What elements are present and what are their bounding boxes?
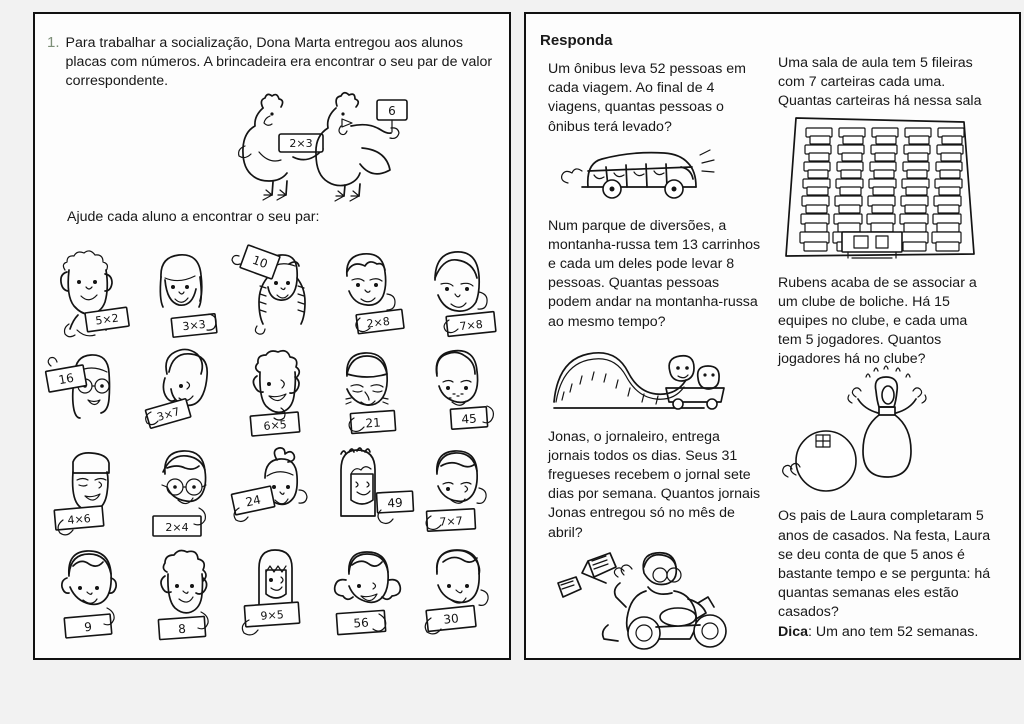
student-card-label: 2×8 (365, 314, 391, 331)
students-row (45, 242, 505, 342)
student-card-label: 10 (250, 252, 270, 272)
student-card-label: 49 (387, 495, 404, 511)
exercise-1-header (47, 34, 497, 92)
student-card-label: 2×4 (165, 521, 189, 534)
students-row (45, 442, 505, 542)
student-item (45, 542, 137, 646)
chicken-card-right-label: 6 (388, 104, 396, 118)
hint-text: : Um ano tem 52 semanas. (807, 624, 979, 641)
problem-bus (548, 60, 763, 205)
students-grid (45, 242, 505, 646)
problem-roller-coaster-text: Num parque de diversões, a montanha-russa tem 13 carrinhos e cada um deles pode levar 8 pessoas. Quantas pessoas podem andar na montanha-russa ao mesmo tempo? (548, 217, 761, 330)
problem-newspapers (548, 428, 763, 653)
student-item (321, 242, 413, 342)
right-page-column-right (778, 54, 993, 643)
problem-roller-coaster (548, 217, 763, 414)
chicken-card-left-label: 2×3 (289, 137, 313, 150)
problem-classroom-text: Uma sala de aula tem 5 fileiras com 7 carteiras cada uma. Quantas carteiras há nessa sala (778, 55, 982, 110)
student-card-label: 56 (352, 615, 370, 631)
student-card-label: 8 (177, 621, 187, 637)
bus-illustration (548, 137, 763, 205)
student-card-label: 9×5 (260, 608, 285, 623)
problem-newspapers-text: Jonas, o jornaleiro, entrega jornais todos os dias. Seus 31 fregueses recebem o jornal sete dias por semana. Quantos jornais Jonas entregou só no mês de abril? (548, 428, 761, 541)
newspaper-delivery-illustration (548, 543, 763, 653)
student-card-label: 45 (460, 411, 478, 427)
chickens-illustration (215, 86, 415, 204)
students-row (45, 542, 505, 646)
student-item (45, 342, 137, 442)
hint-label: Dica (778, 624, 808, 641)
student-item (321, 342, 413, 442)
bowling-illustration (778, 369, 993, 497)
responda-heading: Responda (540, 32, 613, 49)
student-item (137, 242, 229, 342)
student-item (229, 342, 321, 442)
pairing-instruction: Ajude cada aluno a encontrar o seu par: (67, 209, 320, 225)
student-card-label: 6×5 (262, 418, 288, 433)
student-item (413, 242, 505, 342)
student-card-label: 9 (83, 619, 93, 635)
right-page-column-left (548, 60, 763, 653)
student-item (413, 542, 505, 646)
problem-anniversary-text: Os pais de Laura completaram 5 anos de casados. Na festa, Laura se deu conta de que 5 anos é bastante tempo e se pergunta: há quantas semanas eles estão casados? (778, 508, 991, 621)
exercise-number: 1. (47, 34, 60, 51)
student-card-label: 3×3 (181, 317, 207, 334)
right-page (524, 12, 1021, 660)
student-card-label: 16 (57, 370, 75, 388)
student-card-label: 21 (364, 415, 382, 431)
student-item (229, 442, 321, 542)
student-card-label: 3×7 (155, 404, 182, 424)
problem-bowling (778, 274, 993, 498)
student-item (413, 342, 505, 442)
roller-coaster-illustration (548, 332, 763, 414)
student-card-label: 24 (244, 492, 263, 510)
problem-bowling-text: Rubens acaba de se associar a um clube de boliche. Há 15 equipes no clube, e cada uma tem 5 jogadores. Quantos jogadores há no clube? (778, 274, 977, 368)
student-item (229, 542, 321, 646)
student-item (321, 542, 413, 646)
student-item (413, 442, 505, 542)
left-page (33, 12, 511, 660)
problem-bus-text: Um ônibus leva 52 pessoas em cada viagem. Ao final de 4 viagens, quantas pessoas o ônibus terá levado? (548, 61, 746, 135)
student-card-label: 7×8 (458, 317, 484, 334)
student-item (137, 342, 229, 442)
student-card-label: 30 (442, 611, 460, 627)
student-item (137, 542, 229, 646)
problem-classroom (778, 54, 993, 260)
student-item (137, 442, 229, 542)
student-item (45, 242, 137, 342)
classroom-illustration (778, 112, 993, 260)
student-item (229, 242, 321, 342)
student-card-label: 7×7 (439, 514, 464, 529)
student-item (45, 442, 137, 542)
student-card-label: 5×2 (94, 311, 120, 328)
student-card-label: 4×6 (66, 512, 92, 527)
student-item (321, 442, 413, 542)
problem-anniversary-hint (778, 623, 993, 642)
students-row (45, 342, 505, 442)
problem-anniversary (778, 507, 993, 642)
exercise-1-text: Para trabalhar a socialização, Dona Marta entregou aos alunos placas com números. A brincadeira era encontrar o seu par de valor correspondente. (65, 35, 493, 90)
